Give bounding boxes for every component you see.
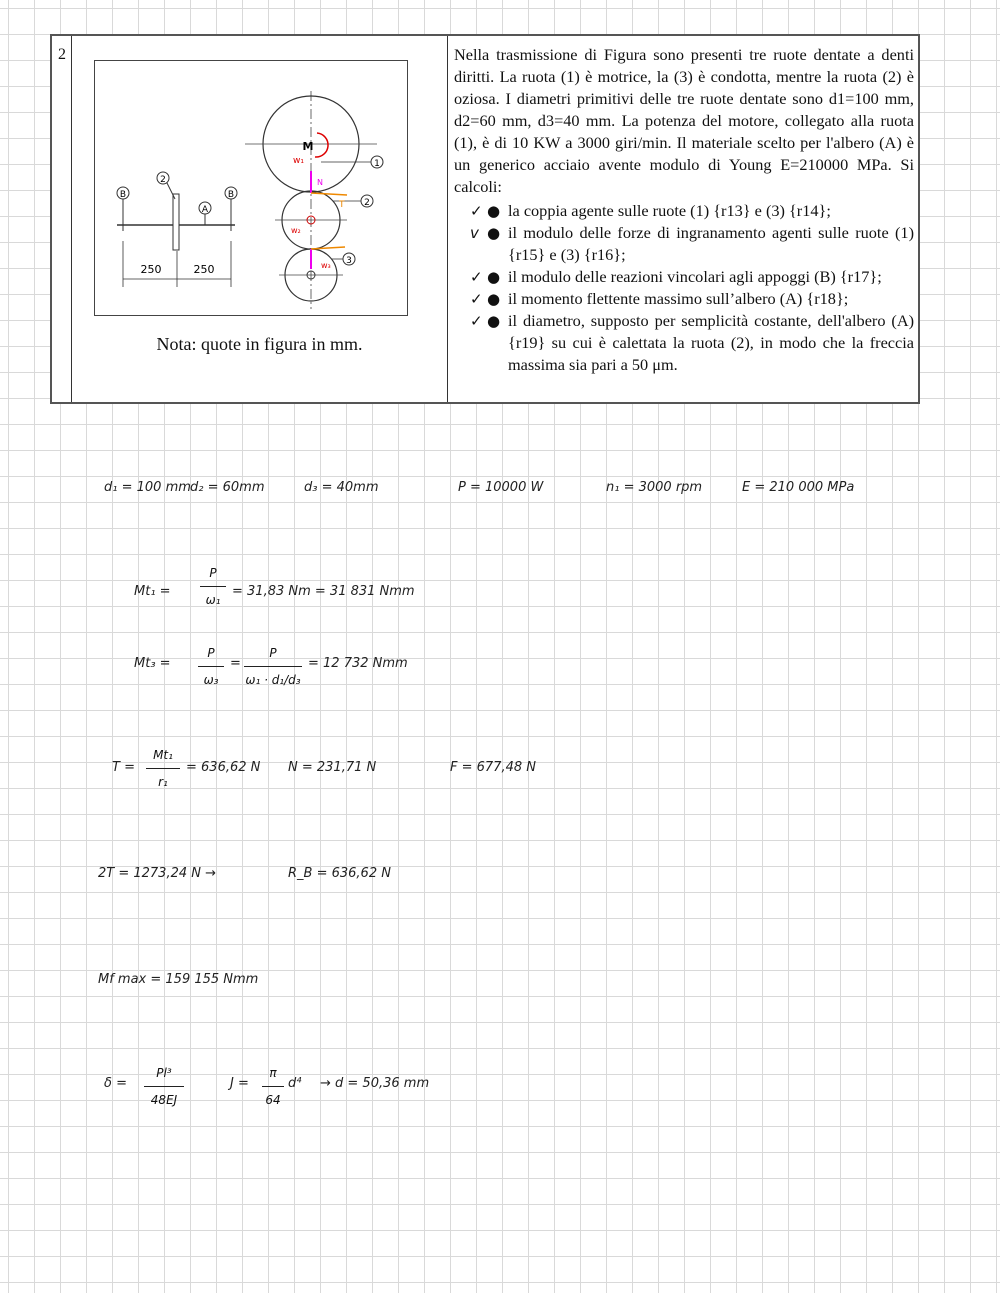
transmission-diagram (95, 61, 407, 315)
note-mt3-rhs: = 12 732 Nmm (308, 656, 408, 671)
check-mark: ✓ (470, 202, 483, 220)
task-item: ✓ ● il modulo delle reazioni vincolari agli appoggi (B) {r17}; (470, 267, 882, 286)
note-N: N = 231,71 N (288, 760, 377, 775)
note-rpm: n₁ = 3000 rpm (606, 480, 703, 495)
task-item: v ● il modulo delle forze di ingranamento agenti sulle ruote (1) {r15} e (3) {r16}; (470, 223, 914, 264)
dim-left: 250 (140, 263, 162, 276)
note-T-lhs: T = (112, 760, 135, 775)
mt1-fraction: $\frac{P}{\text{ω₁}}$ (200, 566, 226, 607)
label-B-right: B (227, 190, 235, 200)
task-item: ✓ ● il diametro, supposto per semplicità costante, dell'albero (A) {r19} su cui è calettata la ruota (2), in modo che la freccia massima sia pari a 50 μm. (470, 311, 914, 374)
exercise-card (50, 34, 920, 404)
mt3-fraction-1: $\frac{P}{\text{ω₃}}$ (198, 646, 224, 687)
T-fraction: $\frac{\text{Mt₁}}{\text{r₁}}$ (146, 748, 180, 789)
check-mark: ✓ (470, 312, 483, 330)
N-label: N (317, 178, 323, 187)
figure-frame (94, 60, 408, 316)
note-mt3-eq: = (230, 656, 241, 671)
note-d2: d₂ = 60mm (190, 480, 265, 495)
note-mt1-lhs: Mt₁ = (134, 584, 171, 599)
gear-label-2: 2 (364, 198, 370, 208)
check-mark: ✓ (470, 268, 483, 286)
note-d3: d₃ = 40mm (304, 480, 379, 495)
check-mark: v (470, 224, 479, 242)
note-power: P = 10000 W (458, 480, 544, 495)
note-J-lhs: J = (230, 1076, 249, 1091)
omega2-label: w₂ (291, 226, 301, 235)
task-item: ✓ ● la coppia agente sulle ruote (1) {r13} e (3) {r14}; (470, 201, 831, 220)
check-mark: ✓ (470, 290, 483, 308)
J-fraction: $\frac{\pi}{64}$ (262, 1066, 284, 1107)
figure-note: Nota: quote in figura in mm. (156, 334, 363, 354)
note-2T: 2T = 1273,24 N → (98, 866, 217, 881)
note-young: E = 210 000 MPa (742, 480, 855, 495)
label-A: A (201, 205, 209, 215)
note-mfmax: Mf max = 159 155 Nmm (98, 972, 259, 987)
omega3-label: w₃ (321, 261, 331, 270)
gear-label-3: 3 (346, 256, 352, 266)
mt3-fraction-2: $\frac{P}{\text{ω₁ · d₁/d₃}}$ (245, 646, 301, 687)
exercise-number: 2 (52, 36, 72, 402)
figure-cell (72, 36, 448, 402)
note-mt1-rhs: = 31,83 Nm = 31 831 Nmm (232, 584, 415, 599)
note-T-rhs: = 636,62 N (186, 760, 261, 775)
label-2: 2 (160, 175, 166, 185)
problem-intro: Nella trasmissione di Figura sono presenti tre ruote dentate a denti diritti. La ruota (1) è motrice, la (3) è condotta, mentre la ruota (2) è oziosa. I diametri primitivi delle tre ruote dentate sono d1=100 mm, d2=60 mm, d3=40 mm. La potenza del motore, collegato alla ruota (1), è di 10 KW a 3000 giri/min. Il materiale scelto per l'albero (A) è un generico acciaio avente modulo di Young E=210000 MPa. Si calcoli: (454, 45, 914, 196)
note-d1: d₁ = 100 mm (104, 480, 191, 495)
omega1-label: w₁ (293, 156, 304, 166)
note-F: F = 677,48 N (450, 760, 536, 775)
note-delta-lhs: δ = (104, 1076, 127, 1091)
task-item: ✓ ● il momento flettente massimo sull’albero (A) {r18}; (470, 289, 849, 308)
note-d-result: → d = 50,36 mm (320, 1076, 430, 1091)
dim-right: 250 (193, 263, 215, 276)
task-list (454, 200, 914, 376)
label-B-left: B (119, 190, 127, 200)
note-mt3-lhs: Mt₃ = (134, 656, 171, 671)
note-J-rhs: d⁴ (288, 1076, 302, 1091)
problem-text (454, 44, 914, 376)
gear-2-side (173, 194, 179, 250)
T-label: T (339, 200, 345, 210)
gear-label-1: 1 (374, 159, 380, 169)
motor-label: M (302, 140, 314, 153)
delta-fraction: $\frac{\text{Pl³}}{48EJ}$ (144, 1066, 184, 1107)
note-RB: R_B = 636,62 N (288, 866, 391, 881)
